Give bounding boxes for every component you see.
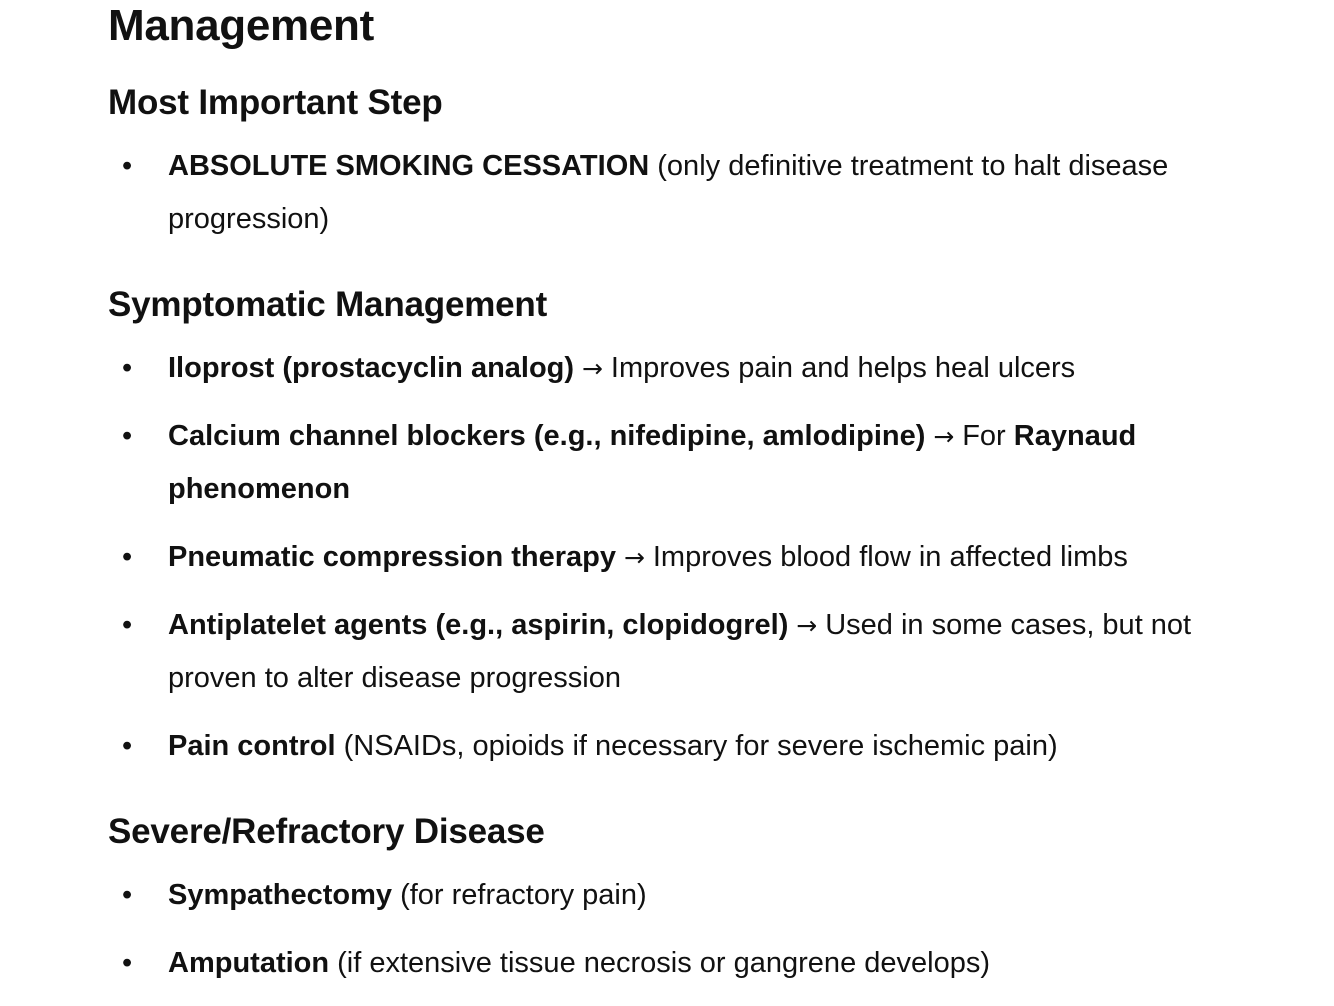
bullet-icon: • (122, 609, 133, 641)
arrow-icon: → (574, 354, 611, 383)
bullet-icon: • (122, 150, 133, 182)
item-text: (for refractory pain) (392, 879, 647, 911)
bullet-icon: • (122, 730, 133, 762)
most-important-step-list (108, 140, 1218, 246)
arrow-icon: → (788, 611, 826, 640)
item-bold-text: Pain control (168, 730, 336, 762)
list-item (108, 342, 1218, 395)
bullet-icon: • (122, 352, 133, 384)
section-heading-severe-refractory-disease: Severe/Refractory Disease (108, 812, 545, 851)
section-heading-symptomatic-management: Symptomatic Management (108, 285, 548, 324)
list-item (108, 140, 1218, 246)
symptomatic-management-list (108, 342, 1218, 773)
bullet-icon: • (122, 541, 133, 573)
list-item (108, 720, 1218, 773)
item-bold-text: Calcium channel blockers (e.g., nifedipine, amlodipine) (168, 420, 926, 452)
item-bold-text: ABSOLUTE SMOKING CESSATION (168, 150, 650, 182)
list-item (108, 869, 1218, 922)
bullet-icon: • (122, 879, 133, 911)
list-item (108, 410, 1218, 516)
bullet-icon: • (122, 947, 133, 979)
item-bold-text-2: Raynaud phenomenon (168, 420, 1137, 505)
section-heading-most-important-step: Most Important Step (108, 83, 443, 122)
item-text: (if extensive tissue necrosis or gangrene develops) (329, 947, 990, 979)
item-text: (only definitive treatment to halt disease progression) (168, 150, 1169, 235)
arrow-icon: → (616, 543, 653, 572)
arrow-icon: → (925, 422, 963, 451)
item-bold-text: Pneumatic compression therapy (168, 541, 617, 573)
item-bold-text: Sympathectomy (168, 879, 393, 911)
item-bold-text: Iloprost (prostacyclin analog) (168, 352, 575, 384)
bullet-icon: • (122, 420, 133, 452)
item-bold-text: Antiplatelet agents (e.g., aspirin, clopidogrel) (168, 609, 789, 641)
list-item (108, 531, 1218, 584)
item-text: Improves blood flow in affected limbs (652, 541, 1128, 573)
item-bold-text: Amputation (168, 947, 330, 979)
list-item (108, 937, 1218, 990)
severe-refractory-disease-list (108, 869, 1218, 990)
list-item (108, 599, 1218, 705)
item-text: Used in some cases, but not proven to alter disease progression (168, 609, 1192, 694)
item-text: For (962, 420, 1014, 452)
item-text: Improves pain and helps heal ulcers (610, 352, 1076, 384)
item-text: (NSAIDs, opioids if necessary for severe ischemic pain) (335, 730, 1058, 762)
page-title: Management (108, 1, 374, 50)
